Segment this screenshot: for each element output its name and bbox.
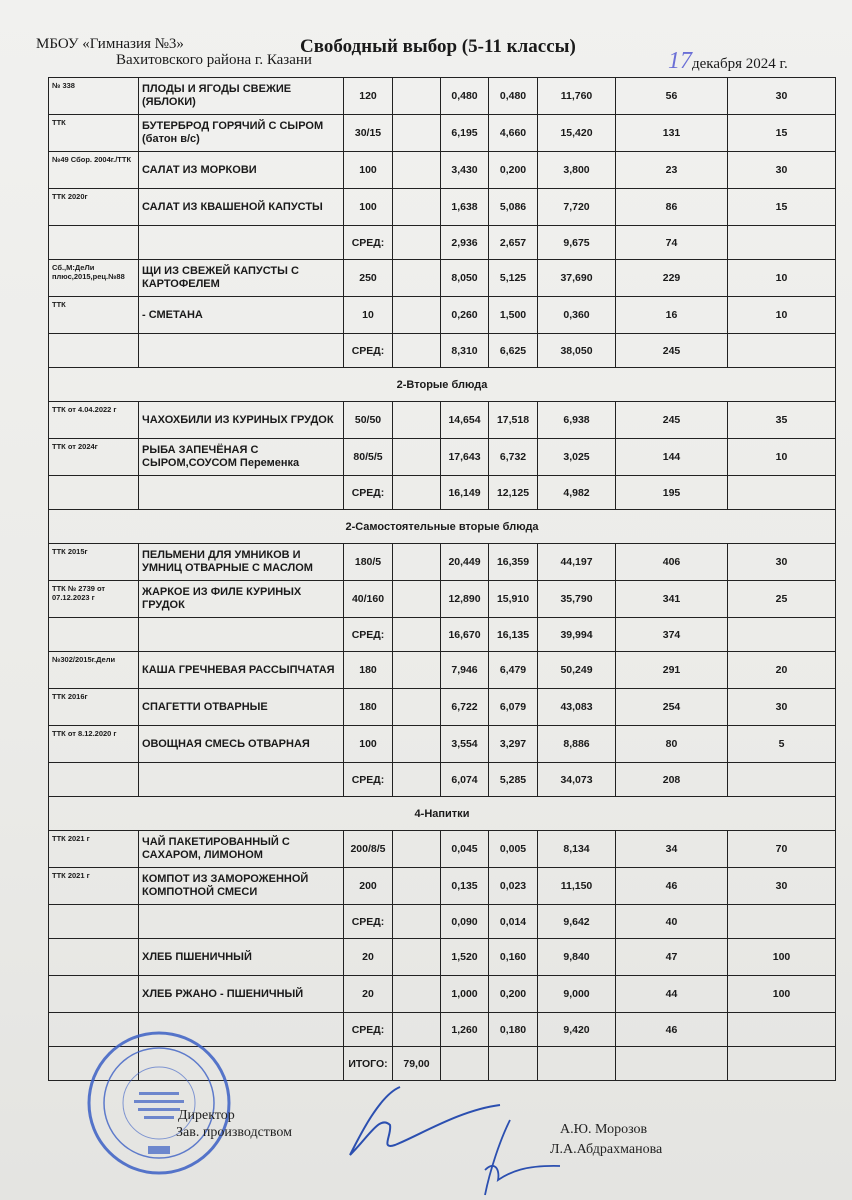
school-name: [36, 35, 312, 68]
avg-calories: 208: [616, 763, 728, 797]
portion: 200/8/5: [344, 831, 393, 868]
empty-cell: [393, 581, 441, 618]
empty-cell: [393, 939, 441, 976]
calories: 86: [616, 189, 728, 226]
empty-cell: [393, 78, 441, 115]
dish-name: КОМПОТ ИЗ ЗАМОРОЖЕННОЙ КОМПОТНОЙ СМЕСИ: [139, 868, 344, 905]
protein: 6,195: [441, 115, 489, 152]
dish-name: ЧАХОХБИЛИ ИЗ КУРИНЫХ ГРУДОК: [139, 402, 344, 439]
carbs: 35,790: [538, 581, 616, 618]
avg-calories: 374: [616, 618, 728, 652]
avg-carbs: 39,994: [538, 618, 616, 652]
empty-cell: [728, 1047, 836, 1081]
empty-cell: [49, 476, 139, 510]
fat: 0,005: [489, 831, 538, 868]
table-row: [49, 689, 836, 726]
recipe-code: ТТК от 4.04.2022 г: [49, 402, 139, 439]
dish-name: РЫБА ЗАПЕЧЁНАЯ С СЫРОМ,СОУСОМ Переменка: [139, 439, 344, 476]
price: 15: [728, 189, 836, 226]
protein: 3,554: [441, 726, 489, 763]
portion: 100: [344, 726, 393, 763]
average-row: [49, 905, 836, 939]
carbs: 6,938: [538, 402, 616, 439]
dish-name: КАША ГРЕЧНЕВАЯ РАССЫПЧАТАЯ: [139, 652, 344, 689]
table-row: [49, 78, 836, 115]
portion: 180: [344, 652, 393, 689]
recipe-code: ТТК 2016г: [49, 689, 139, 726]
protein: 0,480: [441, 78, 489, 115]
calories: 254: [616, 689, 728, 726]
calories: 131: [616, 115, 728, 152]
empty-cell: [728, 905, 836, 939]
avg-calories: 245: [616, 334, 728, 368]
fat: 6,732: [489, 439, 538, 476]
director-name: А.Ю. Морозов: [560, 1122, 648, 1137]
fat: 6,479: [489, 652, 538, 689]
fat: 0,480: [489, 78, 538, 115]
average-row: [49, 618, 836, 652]
empty-cell: [139, 905, 344, 939]
portion: 250: [344, 260, 393, 297]
price: 30: [728, 78, 836, 115]
empty-cell: [393, 652, 441, 689]
empty-cell: [393, 402, 441, 439]
avg-calories: 46: [616, 1013, 728, 1047]
dish-name: СПАГЕТТИ ОТВАРНЫЕ: [139, 689, 344, 726]
empty-cell: [49, 905, 139, 939]
dish-name: САЛАТ ИЗ МОРКОВИ: [139, 152, 344, 189]
official-stamp: [84, 1028, 234, 1178]
table-row: [49, 297, 836, 334]
calories: 245: [616, 402, 728, 439]
empty-cell: [728, 1013, 836, 1047]
recipe-code: ТТК от 8.12.2020 г: [49, 726, 139, 763]
calories: 44: [616, 976, 728, 1013]
empty-cell: [393, 260, 441, 297]
section-title: 2-Самостоятельные вторые блюда: [49, 510, 836, 544]
empty-cell: [139, 476, 344, 510]
avg-protein: 1,260: [441, 1013, 489, 1047]
carbs: 9,840: [538, 939, 616, 976]
school-line-1: МБОУ «Гимназия №3»: [36, 36, 184, 52]
fat: 0,023: [489, 868, 538, 905]
dish-name: БУТЕРБРОД ГОРЯЧИЙ С СЫРОМ (батон в/с): [139, 115, 344, 152]
empty-cell: [393, 618, 441, 652]
price: 30: [728, 152, 836, 189]
recipe-code: № 338: [49, 78, 139, 115]
total-label: ИТОГО:: [344, 1047, 393, 1081]
table-row: [49, 152, 836, 189]
carbs: 9,000: [538, 976, 616, 1013]
empty-cell: [393, 544, 441, 581]
empty-cell: [728, 476, 836, 510]
calories: 47: [616, 939, 728, 976]
protein: 7,946: [441, 652, 489, 689]
protein: 0,135: [441, 868, 489, 905]
protein: 3,430: [441, 152, 489, 189]
calories: 144: [616, 439, 728, 476]
table-row: [49, 726, 836, 763]
empty-cell: [393, 868, 441, 905]
protein: 12,890: [441, 581, 489, 618]
table-row: [49, 581, 836, 618]
recipe-code: ТТК от 2024г: [49, 439, 139, 476]
table-row: [49, 402, 836, 439]
protein: 14,654: [441, 402, 489, 439]
dish-name: ХЛЕБ ПШЕНИЧНЫЙ: [139, 939, 344, 976]
recipe-code: ТТК № 2739 от 07.12.2023 г: [49, 581, 139, 618]
fat: 17,518: [489, 402, 538, 439]
recipe-code: №302/2015г.Дели: [49, 652, 139, 689]
empty-cell: [393, 1013, 441, 1047]
date-month-year: декабря 2024 г.: [692, 56, 788, 72]
recipe-code: [49, 939, 139, 976]
avg-carbs: 9,675: [538, 226, 616, 260]
average-label: СРЕД:: [344, 905, 393, 939]
fat: 0,200: [489, 152, 538, 189]
carbs: 8,886: [538, 726, 616, 763]
section-header-row: [49, 510, 836, 544]
price: 10: [728, 297, 836, 334]
recipe-code: ТТК: [49, 297, 139, 334]
dish-name: ХЛЕБ РЖАНО - ПШЕНИЧНЫЙ: [139, 976, 344, 1013]
avg-protein: 16,670: [441, 618, 489, 652]
portion: 80/5/5: [344, 439, 393, 476]
portion: 180/5: [344, 544, 393, 581]
portion: 100: [344, 152, 393, 189]
menu-table: [48, 77, 836, 1081]
recipe-code: ТТК 2021 г: [49, 831, 139, 868]
carbs: 15,420: [538, 115, 616, 152]
empty-cell: [393, 297, 441, 334]
price: 15: [728, 115, 836, 152]
recipe-code: ТТК: [49, 115, 139, 152]
price: 35: [728, 402, 836, 439]
recipe-code: Сб.,М:ДеЛи плюс,2015,рец.№88: [49, 260, 139, 297]
empty-cell: [139, 763, 344, 797]
avg-carbs: 9,420: [538, 1013, 616, 1047]
fat: 0,200: [489, 976, 538, 1013]
carbs: 7,720: [538, 189, 616, 226]
empty-cell: [49, 618, 139, 652]
protein: 1,638: [441, 189, 489, 226]
carbs: 11,150: [538, 868, 616, 905]
portion: 50/50: [344, 402, 393, 439]
price: 30: [728, 544, 836, 581]
fat: 15,910: [489, 581, 538, 618]
empty-cell: [393, 976, 441, 1013]
fat: 0,160: [489, 939, 538, 976]
empty-cell: [393, 439, 441, 476]
carbs: 3,025: [538, 439, 616, 476]
table-row: [49, 939, 836, 976]
table-row: [49, 652, 836, 689]
empty-cell: [393, 334, 441, 368]
carbs: 3,800: [538, 152, 616, 189]
carbs: 37,690: [538, 260, 616, 297]
production-manager-name: Л.А.Абдрахманова: [550, 1142, 663, 1157]
table-row: [49, 868, 836, 905]
avg-carbs: 4,982: [538, 476, 616, 510]
portion: 100: [344, 189, 393, 226]
fat: 5,125: [489, 260, 538, 297]
production-manager-signature: [470, 1110, 570, 1200]
recipe-code: ТТК 2021 г: [49, 868, 139, 905]
carbs: 43,083: [538, 689, 616, 726]
document-date: [668, 48, 788, 75]
calories: 56: [616, 78, 728, 115]
average-row: [49, 763, 836, 797]
avg-fat: 0,014: [489, 905, 538, 939]
recipe-code: ТТК 2015г: [49, 544, 139, 581]
table-row: [49, 189, 836, 226]
fat: 3,297: [489, 726, 538, 763]
carbs: 8,134: [538, 831, 616, 868]
avg-protein: 0,090: [441, 905, 489, 939]
calories: 46: [616, 868, 728, 905]
avg-fat: 0,180: [489, 1013, 538, 1047]
portion: 20: [344, 976, 393, 1013]
table-row: [49, 831, 836, 868]
portion: 40/160: [344, 581, 393, 618]
empty-cell: [49, 763, 139, 797]
director-title: Директор: [178, 1108, 235, 1123]
section-header-row: [49, 797, 836, 831]
carbs: 0,360: [538, 297, 616, 334]
table-row: [49, 976, 836, 1013]
avg-protein: 2,936: [441, 226, 489, 260]
table-row: [49, 544, 836, 581]
dish-name: ПЛОДЫ И ЯГОДЫ СВЕЖИЕ (ЯБЛОКИ): [139, 78, 344, 115]
empty-cell: [728, 334, 836, 368]
carbs: 44,197: [538, 544, 616, 581]
average-label: СРЕД:: [344, 1013, 393, 1047]
portion: 20: [344, 939, 393, 976]
avg-protein: 16,149: [441, 476, 489, 510]
avg-carbs: 38,050: [538, 334, 616, 368]
table-row: [49, 260, 836, 297]
protein: 20,449: [441, 544, 489, 581]
protein: 6,722: [441, 689, 489, 726]
recipe-code: [49, 976, 139, 1013]
empty-cell: [393, 905, 441, 939]
dish-name: ПЕЛЬМЕНИ ДЛЯ УМНИКОВ И УМНИЦ ОТВАРНЫЕ С МАСЛОМ: [139, 544, 344, 581]
portion: 180: [344, 689, 393, 726]
empty-cell: [393, 189, 441, 226]
recipe-code: №49 Сбор. 2004г./ТТК: [49, 152, 139, 189]
date-day-handwritten: 17: [668, 48, 692, 74]
total-value: 79,00: [393, 1047, 441, 1081]
average-label: СРЕД:: [344, 226, 393, 260]
calories: 16: [616, 297, 728, 334]
price: 30: [728, 868, 836, 905]
fat: 6,079: [489, 689, 538, 726]
avg-carbs: 34,073: [538, 763, 616, 797]
price: 5: [728, 726, 836, 763]
portion: 10: [344, 297, 393, 334]
average-row: [49, 334, 836, 368]
price: 70: [728, 831, 836, 868]
protein: 17,643: [441, 439, 489, 476]
empty-cell: [393, 226, 441, 260]
fat: 5,086: [489, 189, 538, 226]
empty-cell: [49, 226, 139, 260]
calories: 23: [616, 152, 728, 189]
empty-cell: [728, 763, 836, 797]
avg-protein: 6,074: [441, 763, 489, 797]
fat: 16,359: [489, 544, 538, 581]
avg-calories: 74: [616, 226, 728, 260]
empty-cell: [616, 1047, 728, 1081]
empty-cell: [538, 1047, 616, 1081]
portion: 120: [344, 78, 393, 115]
dish-name: ЧАЙ ПАКЕТИРОВАННЫЙ С САХАРОМ, ЛИМОНОМ: [139, 831, 344, 868]
empty-cell: [393, 152, 441, 189]
price: 10: [728, 260, 836, 297]
calories: 80: [616, 726, 728, 763]
average-row: [49, 226, 836, 260]
protein: 8,050: [441, 260, 489, 297]
avg-protein: 8,310: [441, 334, 489, 368]
empty-cell: [393, 689, 441, 726]
school-line-2: Вахитовского района г. Казани: [116, 52, 312, 68]
empty-cell: [728, 226, 836, 260]
fat: 1,500: [489, 297, 538, 334]
dish-name: ЩИ ИЗ СВЕЖЕЙ КАПУСТЫ С КАРТОФЕЛЕМ: [139, 260, 344, 297]
protein: 1,000: [441, 976, 489, 1013]
average-label: СРЕД:: [344, 763, 393, 797]
calories: 406: [616, 544, 728, 581]
calories: 341: [616, 581, 728, 618]
portion: 200: [344, 868, 393, 905]
portion: 30/15: [344, 115, 393, 152]
avg-fat: 16,135: [489, 618, 538, 652]
avg-calories: 40: [616, 905, 728, 939]
protein: 0,260: [441, 297, 489, 334]
average-label: СРЕД:: [344, 618, 393, 652]
table-row: [49, 115, 836, 152]
section-header-row: [49, 368, 836, 402]
avg-fat: 5,285: [489, 763, 538, 797]
carbs: 50,249: [538, 652, 616, 689]
section-title: 4-Напитки: [49, 797, 836, 831]
avg-calories: 195: [616, 476, 728, 510]
empty-cell: [393, 115, 441, 152]
calories: 229: [616, 260, 728, 297]
price: 100: [728, 976, 836, 1013]
document-title: Свободный выбор (5-11 классы): [300, 36, 576, 57]
avg-fat: 12,125: [489, 476, 538, 510]
dish-name: ОВОЩНАЯ СМЕСЬ ОТВАРНАЯ: [139, 726, 344, 763]
avg-fat: 2,657: [489, 226, 538, 260]
production-manager-title: Зав. производством: [176, 1125, 293, 1140]
avg-carbs: 9,642: [538, 905, 616, 939]
protein: 1,520: [441, 939, 489, 976]
empty-cell: [139, 618, 344, 652]
carbs: 11,760: [538, 78, 616, 115]
price: 30: [728, 689, 836, 726]
average-row: [49, 476, 836, 510]
protein: 0,045: [441, 831, 489, 868]
price: 100: [728, 939, 836, 976]
dish-name: САЛАТ ИЗ КВАШЕНОЙ КАПУСТЫ: [139, 189, 344, 226]
recipe-code: ТТК 2020г: [49, 189, 139, 226]
dish-name: - СМЕТАНА: [139, 297, 344, 334]
calories: 34: [616, 831, 728, 868]
empty-cell: [393, 476, 441, 510]
average-label: СРЕД:: [344, 476, 393, 510]
avg-fat: 6,625: [489, 334, 538, 368]
empty-cell: [139, 226, 344, 260]
price: 10: [728, 439, 836, 476]
average-label: СРЕД:: [344, 334, 393, 368]
calories: 291: [616, 652, 728, 689]
section-title: 2-Вторые блюда: [49, 368, 836, 402]
empty-cell: [393, 831, 441, 868]
empty-cell: [393, 763, 441, 797]
price: 20: [728, 652, 836, 689]
empty-cell: [139, 334, 344, 368]
dish-name: ЖАРКОЕ ИЗ ФИЛЕ КУРИНЫХ ГРУДОК: [139, 581, 344, 618]
empty-cell: [49, 334, 139, 368]
fat: 4,660: [489, 115, 538, 152]
price: 25: [728, 581, 836, 618]
table-row: [49, 439, 836, 476]
empty-cell: [393, 726, 441, 763]
empty-cell: [728, 618, 836, 652]
